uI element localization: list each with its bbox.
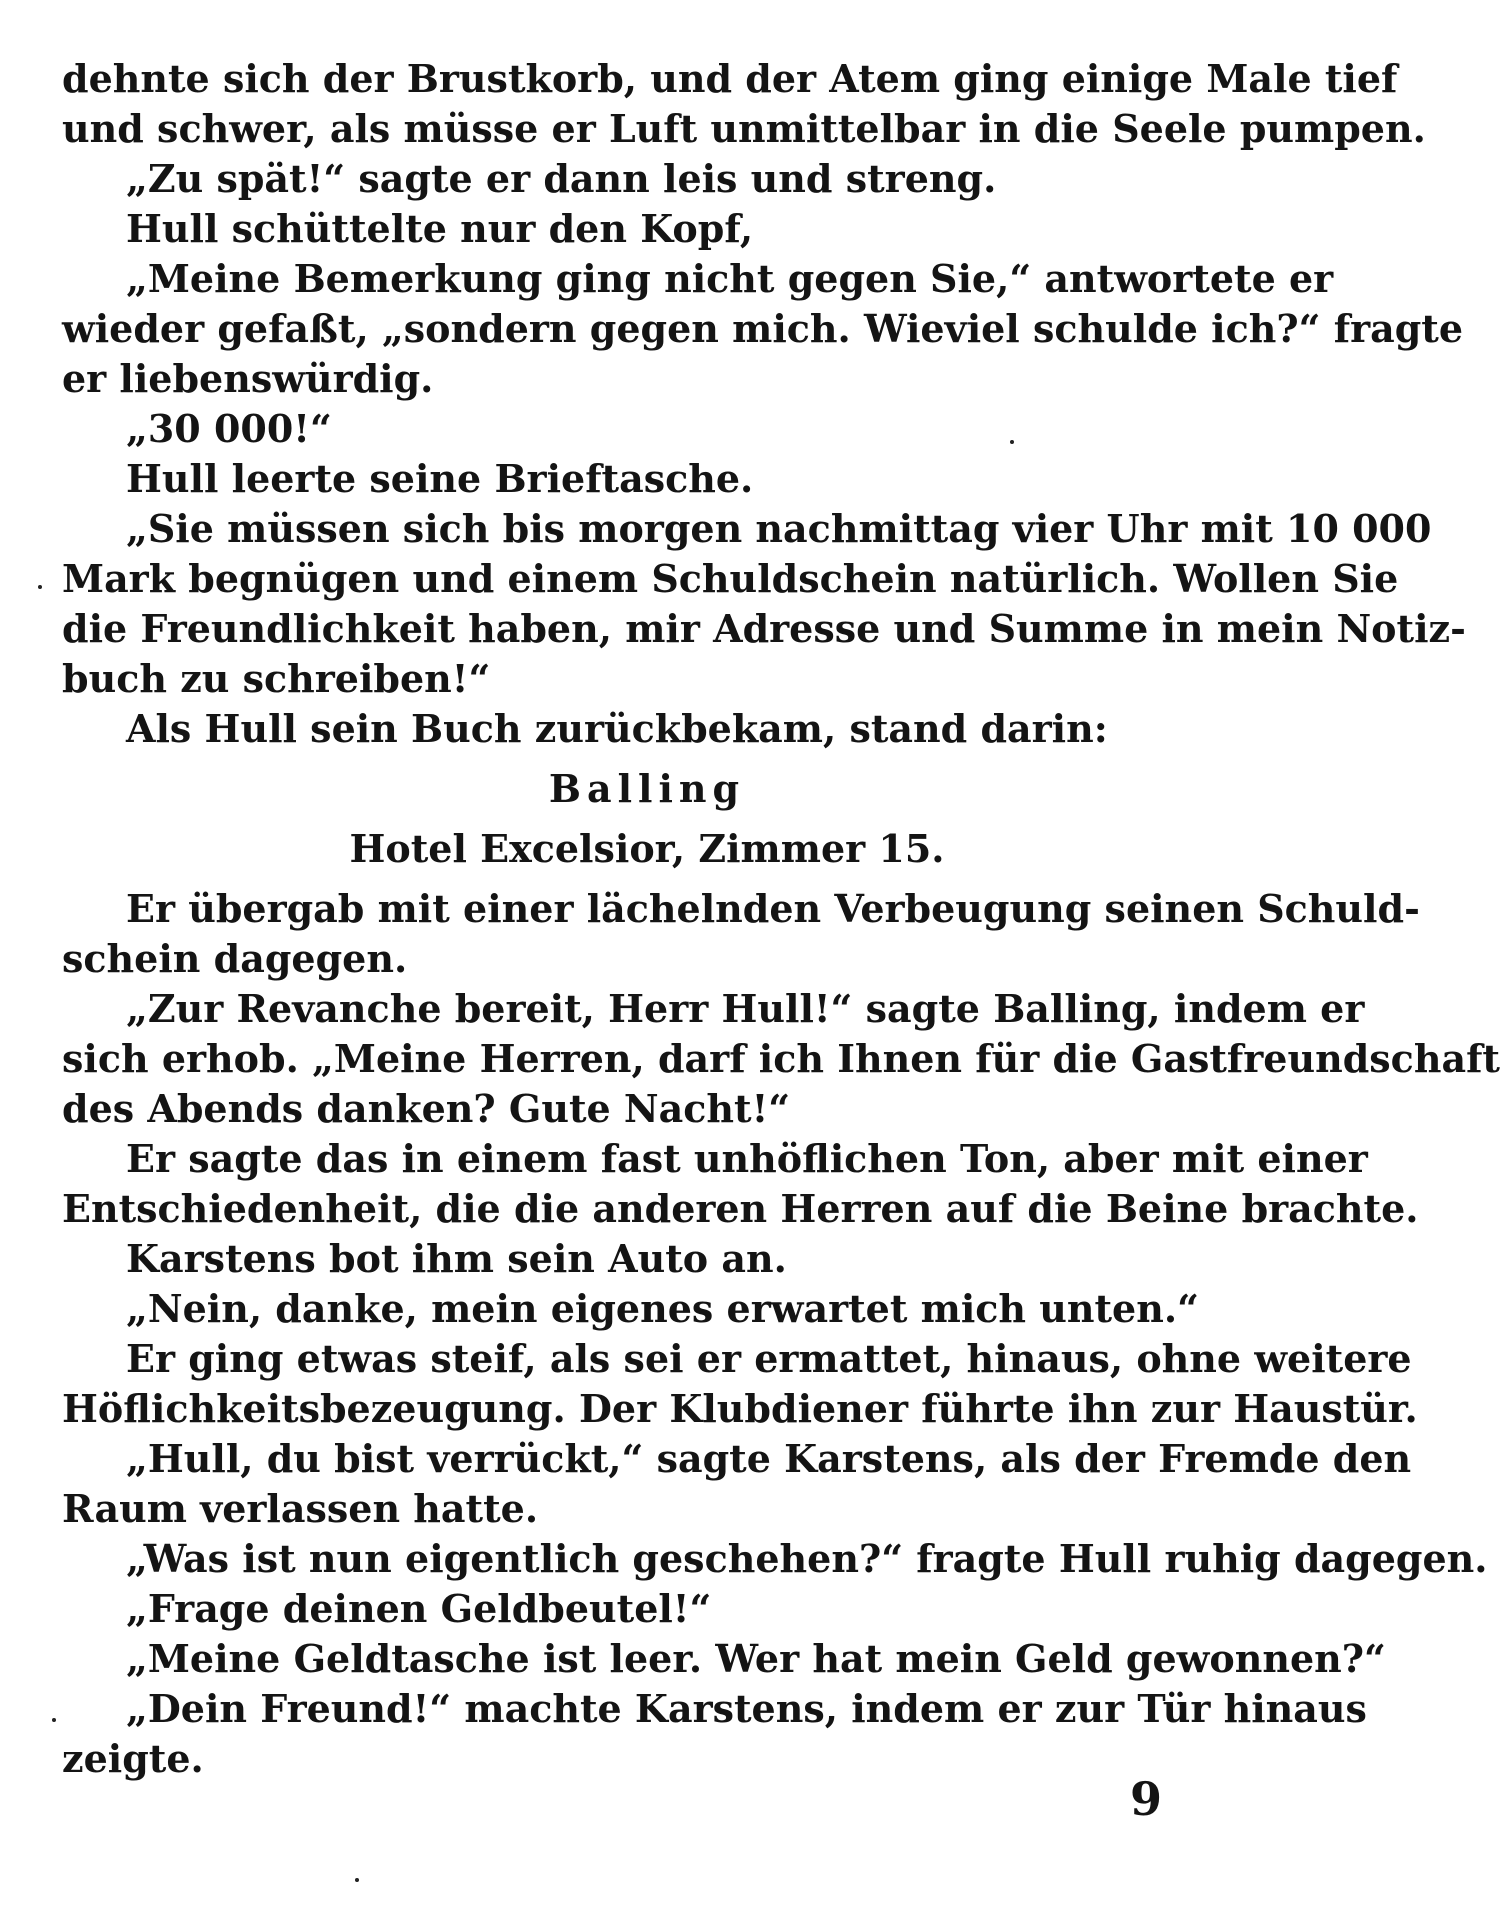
text-line: buch zu schreiben!“ — [62, 656, 491, 701]
text-line: „Zu spät!“ sagte er dann leis und streng. — [126, 156, 997, 201]
text-line: Er ging etwas steif, als sei er ermattet, hinaus, ohne weitere — [126, 1336, 1412, 1381]
print-speck — [355, 1878, 359, 1882]
text-line: „Hull, du bist verrückt,“ sagte Karstens, als der Fremde den — [126, 1436, 1412, 1481]
print-speck — [38, 585, 42, 589]
text-line: des Abends danken? Gute Nacht!“ — [62, 1086, 791, 1131]
note-name: Balling — [548, 766, 746, 811]
text-line: Karstens bot ihm sein Auto an. — [126, 1236, 787, 1281]
text-line: Als Hull sein Buch zurückbekam, stand darin: — [126, 706, 1108, 751]
note-address: Hotel Excelsior, Zimmer 15. — [349, 826, 945, 871]
text-line: „Frage deinen Geldbeutel!“ — [126, 1586, 712, 1631]
text-line: „Zur Revanche bereit, Herr Hull!“ sagte Balling, indem er — [126, 986, 1365, 1031]
print-speck — [52, 1718, 56, 1722]
text-line: Entschiedenheit, die die anderen Herren auf die Beine brachte. — [62, 1186, 1419, 1231]
text-line: „Was ist nun eigentlich geschehen?“ fragte Hull ruhig dagegen. — [126, 1536, 1488, 1581]
text-line: Hull leerte seine Brieftasche. — [126, 456, 754, 501]
text-line: dehnte sich der Brustkorb, und der Atem ging einige Male tief — [62, 56, 1398, 101]
text-line: „Sie müssen sich bis morgen nachmittag vier Uhr mit 10 000 — [126, 506, 1432, 551]
text-line: „Meine Bemerkung ging nicht gegen Sie,“ antwortete er — [126, 256, 1334, 301]
text-line: zeigte. — [62, 1736, 204, 1781]
text-line: Er übergab mit einer lächelnden Verbeugung seinen Schuld- — [126, 886, 1420, 931]
text-line: Er sagte das in einem fast unhöflichen Ton, aber mit einer — [126, 1136, 1368, 1181]
text-line: Höflichkeitsbezeugung. Der Klubdiener führte ihn zur Haustür. — [62, 1386, 1418, 1431]
text-line: sich erhob. „Meine Herren, darf ich Ihnen für die Gastfreundschaft — [62, 1036, 1500, 1081]
text-line: „Dein Freund!“ machte Karstens, indem er zur Tür hinaus — [126, 1686, 1367, 1731]
text-line: „Meine Geldtasche ist leer. Wer hat mein Geld gewonnen?“ — [126, 1636, 1386, 1681]
text-line: „Nein, danke, mein eigenes erwartet mich unten.“ — [126, 1286, 1199, 1331]
text-line: er liebenswürdig. — [62, 356, 434, 401]
print-speck — [1010, 440, 1014, 444]
text-line: schein dagegen. — [62, 936, 408, 981]
book-page — [62, 54, 1500, 1874]
text-line: „30 000!“ — [126, 406, 332, 451]
text-line: Raum verlassen hatte. — [62, 1486, 539, 1531]
text-line: Hull schüttelte nur den Kopf, — [126, 206, 754, 251]
text-line: Mark begnügen und einem Schuldschein natürlich. Wollen Sie — [62, 556, 1399, 601]
text-line: und schwer, als müsse er Luft unmittelbar in die Seele pumpen. — [62, 106, 1426, 151]
text-line: die Freundlichkeit haben, mir Adresse und Summe in mein Notiz- — [62, 606, 1466, 651]
text-line: wieder gefaßt, „sondern gegen mich. Wieviel schulde ich?“ fragte — [62, 306, 1464, 351]
page-number: 9 — [1130, 1772, 1163, 1826]
